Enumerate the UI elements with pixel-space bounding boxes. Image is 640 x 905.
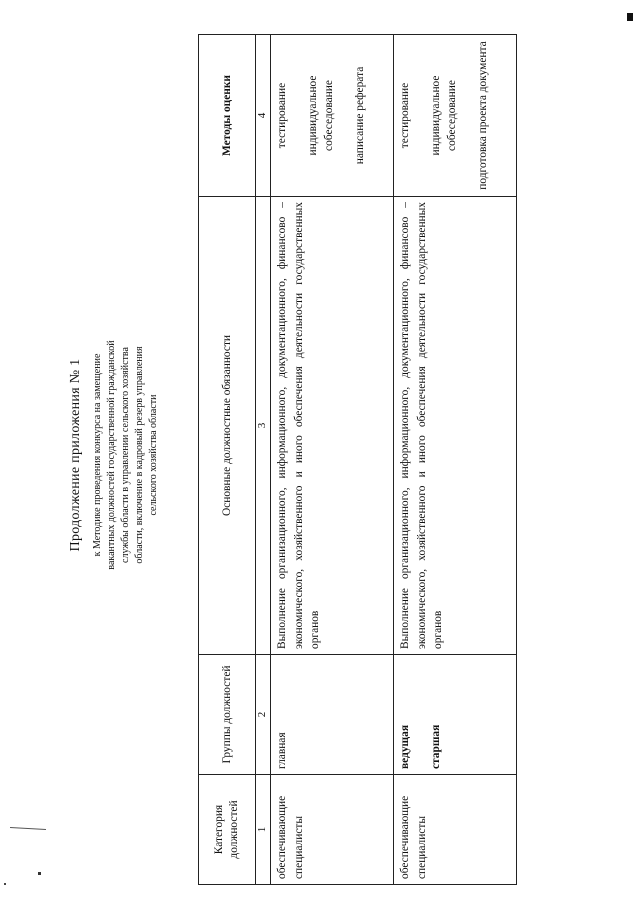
subtitle-line: сельского хозяйства области xyxy=(148,394,159,516)
column-number: 2 xyxy=(256,655,271,775)
subtitle-line: вакантных должностей государственной гражданской xyxy=(106,340,117,570)
positions-table xyxy=(198,34,517,885)
scan-artifact xyxy=(38,872,41,875)
duties-cell: Выполнение организационного, информационного, документационного, финансово – экономического, хозяйственного и иного обеспечения деятельности государственных органов xyxy=(271,197,394,655)
groups-cell xyxy=(271,655,394,775)
column-number-row xyxy=(256,35,271,885)
appendix-subtitle xyxy=(91,20,161,890)
column-number: 3 xyxy=(256,197,271,655)
group-label: старшая xyxy=(429,724,442,769)
appendix-title: Продолжение приложения № 1 xyxy=(68,358,83,552)
table-header-row xyxy=(199,35,256,885)
column-number: 4 xyxy=(256,35,271,197)
subtitle-line: области, включение в кадровый резерв управления xyxy=(134,346,145,564)
duties-cell: Выполнение организационного, информационного, документационного, финансово – экономического, хозяйственного и иного обеспечения деятельности государственных органов xyxy=(394,197,517,655)
method-item: тестирование xyxy=(276,82,288,149)
subtitle-line: к Методике проведения конкурса на замещение xyxy=(92,353,103,557)
table-row xyxy=(394,35,517,885)
method-item: индивидуальное собеседование xyxy=(306,75,335,156)
group-label: ведущая xyxy=(399,725,411,769)
column-header-category: Категория должностей xyxy=(199,775,256,885)
corner-mark xyxy=(627,13,633,21)
method-item: написание реферата xyxy=(353,66,366,165)
groups-cell xyxy=(394,655,517,775)
subtitle-line: службы области в управлении сельского хозяйства xyxy=(120,347,131,563)
methods-cell xyxy=(394,35,517,197)
rotated-page xyxy=(63,20,503,890)
category-cell: обеспечивающие специалисты xyxy=(271,775,394,885)
method-item: подготовка проекта документа xyxy=(476,41,489,190)
column-header-duties: Основные должностные обязанности xyxy=(199,197,256,655)
methods-cell xyxy=(271,35,394,197)
column-header-groups: Группы должностей xyxy=(199,655,256,775)
scan-artifact xyxy=(10,827,46,830)
table-row xyxy=(271,35,394,885)
group-label: главная xyxy=(276,732,288,769)
column-number: 1 xyxy=(256,775,271,885)
method-item: тестирование xyxy=(399,82,411,149)
category-cell: обеспечивающие специалисты xyxy=(394,775,517,885)
method-item: индивидуальное собеседование xyxy=(429,75,458,156)
scan-artifact xyxy=(4,883,6,885)
column-header-methods: Методы оценки xyxy=(199,35,256,197)
